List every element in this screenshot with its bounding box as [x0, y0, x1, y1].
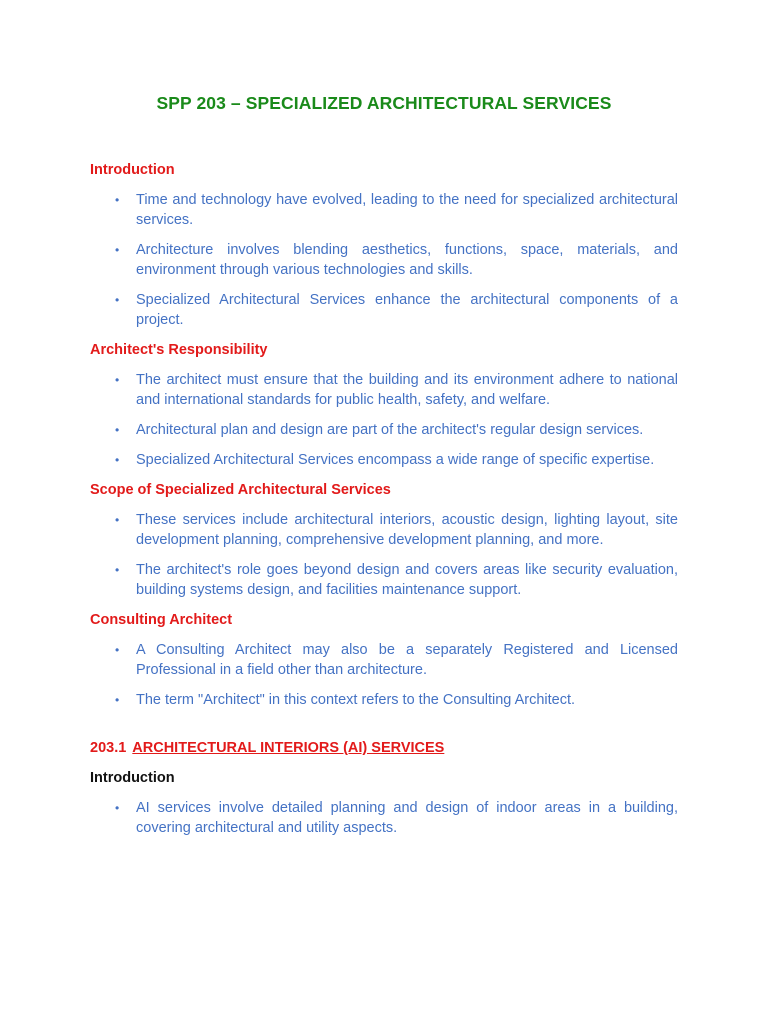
section-heading: Scope of Specialized Architectural Services: [90, 482, 391, 498]
section-consulting-architect: [90, 610, 678, 710]
subsection-title-link[interactable]: ARCHITECTURAL INTERIORS (AI) SERVICES: [132, 740, 445, 756]
bullet-list: [90, 640, 678, 710]
list-item: [90, 290, 678, 330]
bullet-icon: •: [115, 193, 120, 207]
bullet-list: [90, 798, 678, 838]
subsection-heading: [90, 738, 678, 758]
bullet-icon: •: [115, 801, 120, 815]
bullet-icon: •: [115, 373, 120, 387]
subsection-intro-heading: Introduction: [90, 770, 175, 786]
bullet-text: A Consulting Architect may also be a separately Registered and Licensed Professional in a field other than architecture.: [136, 642, 678, 678]
section-heading: Architect's Responsibility: [90, 342, 268, 358]
document-title: SPP 203 – SPECIALIZED ARCHITECTURAL SERVICES: [156, 93, 612, 113]
bullet-list: [90, 510, 678, 600]
bullet-icon: •: [115, 293, 120, 307]
section-heading: Consulting Architect: [90, 612, 233, 628]
bullet-text: Specialized Architectural Services encompass a wide range of specific expertise.: [136, 452, 655, 468]
bullet-text: Architecture involves blending aesthetics, functions, space, materials, and environment through various technologies and skills.: [136, 242, 678, 278]
section-introduction: [90, 160, 678, 330]
document-body: [90, 160, 678, 848]
bullet-text: Time and technology have evolved, leading to the need for specialized architectural services.: [136, 192, 678, 228]
bullet-text: AI services involve detailed planning and design of indoor areas in a building, covering architectural and utility aspects.: [136, 800, 678, 836]
section-architects-responsibility: [90, 340, 678, 470]
list-item: [90, 450, 678, 470]
bullet-icon: •: [115, 693, 120, 707]
subsection-203-1: [90, 738, 678, 838]
bullet-icon: •: [115, 513, 120, 527]
bullet-text: The term "Architect" in this context refers to the Consulting Architect.: [136, 692, 576, 708]
list-item: [90, 420, 678, 440]
bullet-icon: •: [115, 243, 120, 257]
list-item: [90, 798, 678, 838]
bullet-text: Specialized Architectural Services enhance the architectural components of a project.: [136, 292, 678, 328]
bullet-icon: •: [115, 643, 120, 657]
bullet-text: These services include architectural interiors, acoustic design, lighting layout, site development planning, comprehensive development planning, and more.: [136, 512, 678, 548]
list-item: [90, 240, 678, 280]
list-item: [90, 510, 678, 550]
bullet-text: Architectural plan and design are part of the architect's regular design services.: [136, 422, 644, 438]
list-item: [90, 640, 678, 680]
section-heading: Introduction: [90, 162, 175, 178]
list-item: [90, 560, 678, 600]
bullet-list: [90, 190, 678, 330]
bullet-list: [90, 370, 678, 470]
bullet-text: The architect must ensure that the building and its environment adhere to national and international standards for public health, safety, and welfare.: [136, 372, 678, 408]
list-item: [90, 690, 678, 710]
bullet-icon: •: [115, 563, 120, 577]
bullet-icon: •: [115, 423, 120, 437]
bullet-text: The architect's role goes beyond design and covers areas like security evaluation, building systems design, and facilities maintenance support.: [136, 562, 678, 598]
bullet-icon: •: [115, 453, 120, 467]
list-item: [90, 370, 678, 410]
list-item: [90, 190, 678, 230]
section-scope: [90, 480, 678, 600]
subsection-number: 203.1: [90, 740, 127, 756]
